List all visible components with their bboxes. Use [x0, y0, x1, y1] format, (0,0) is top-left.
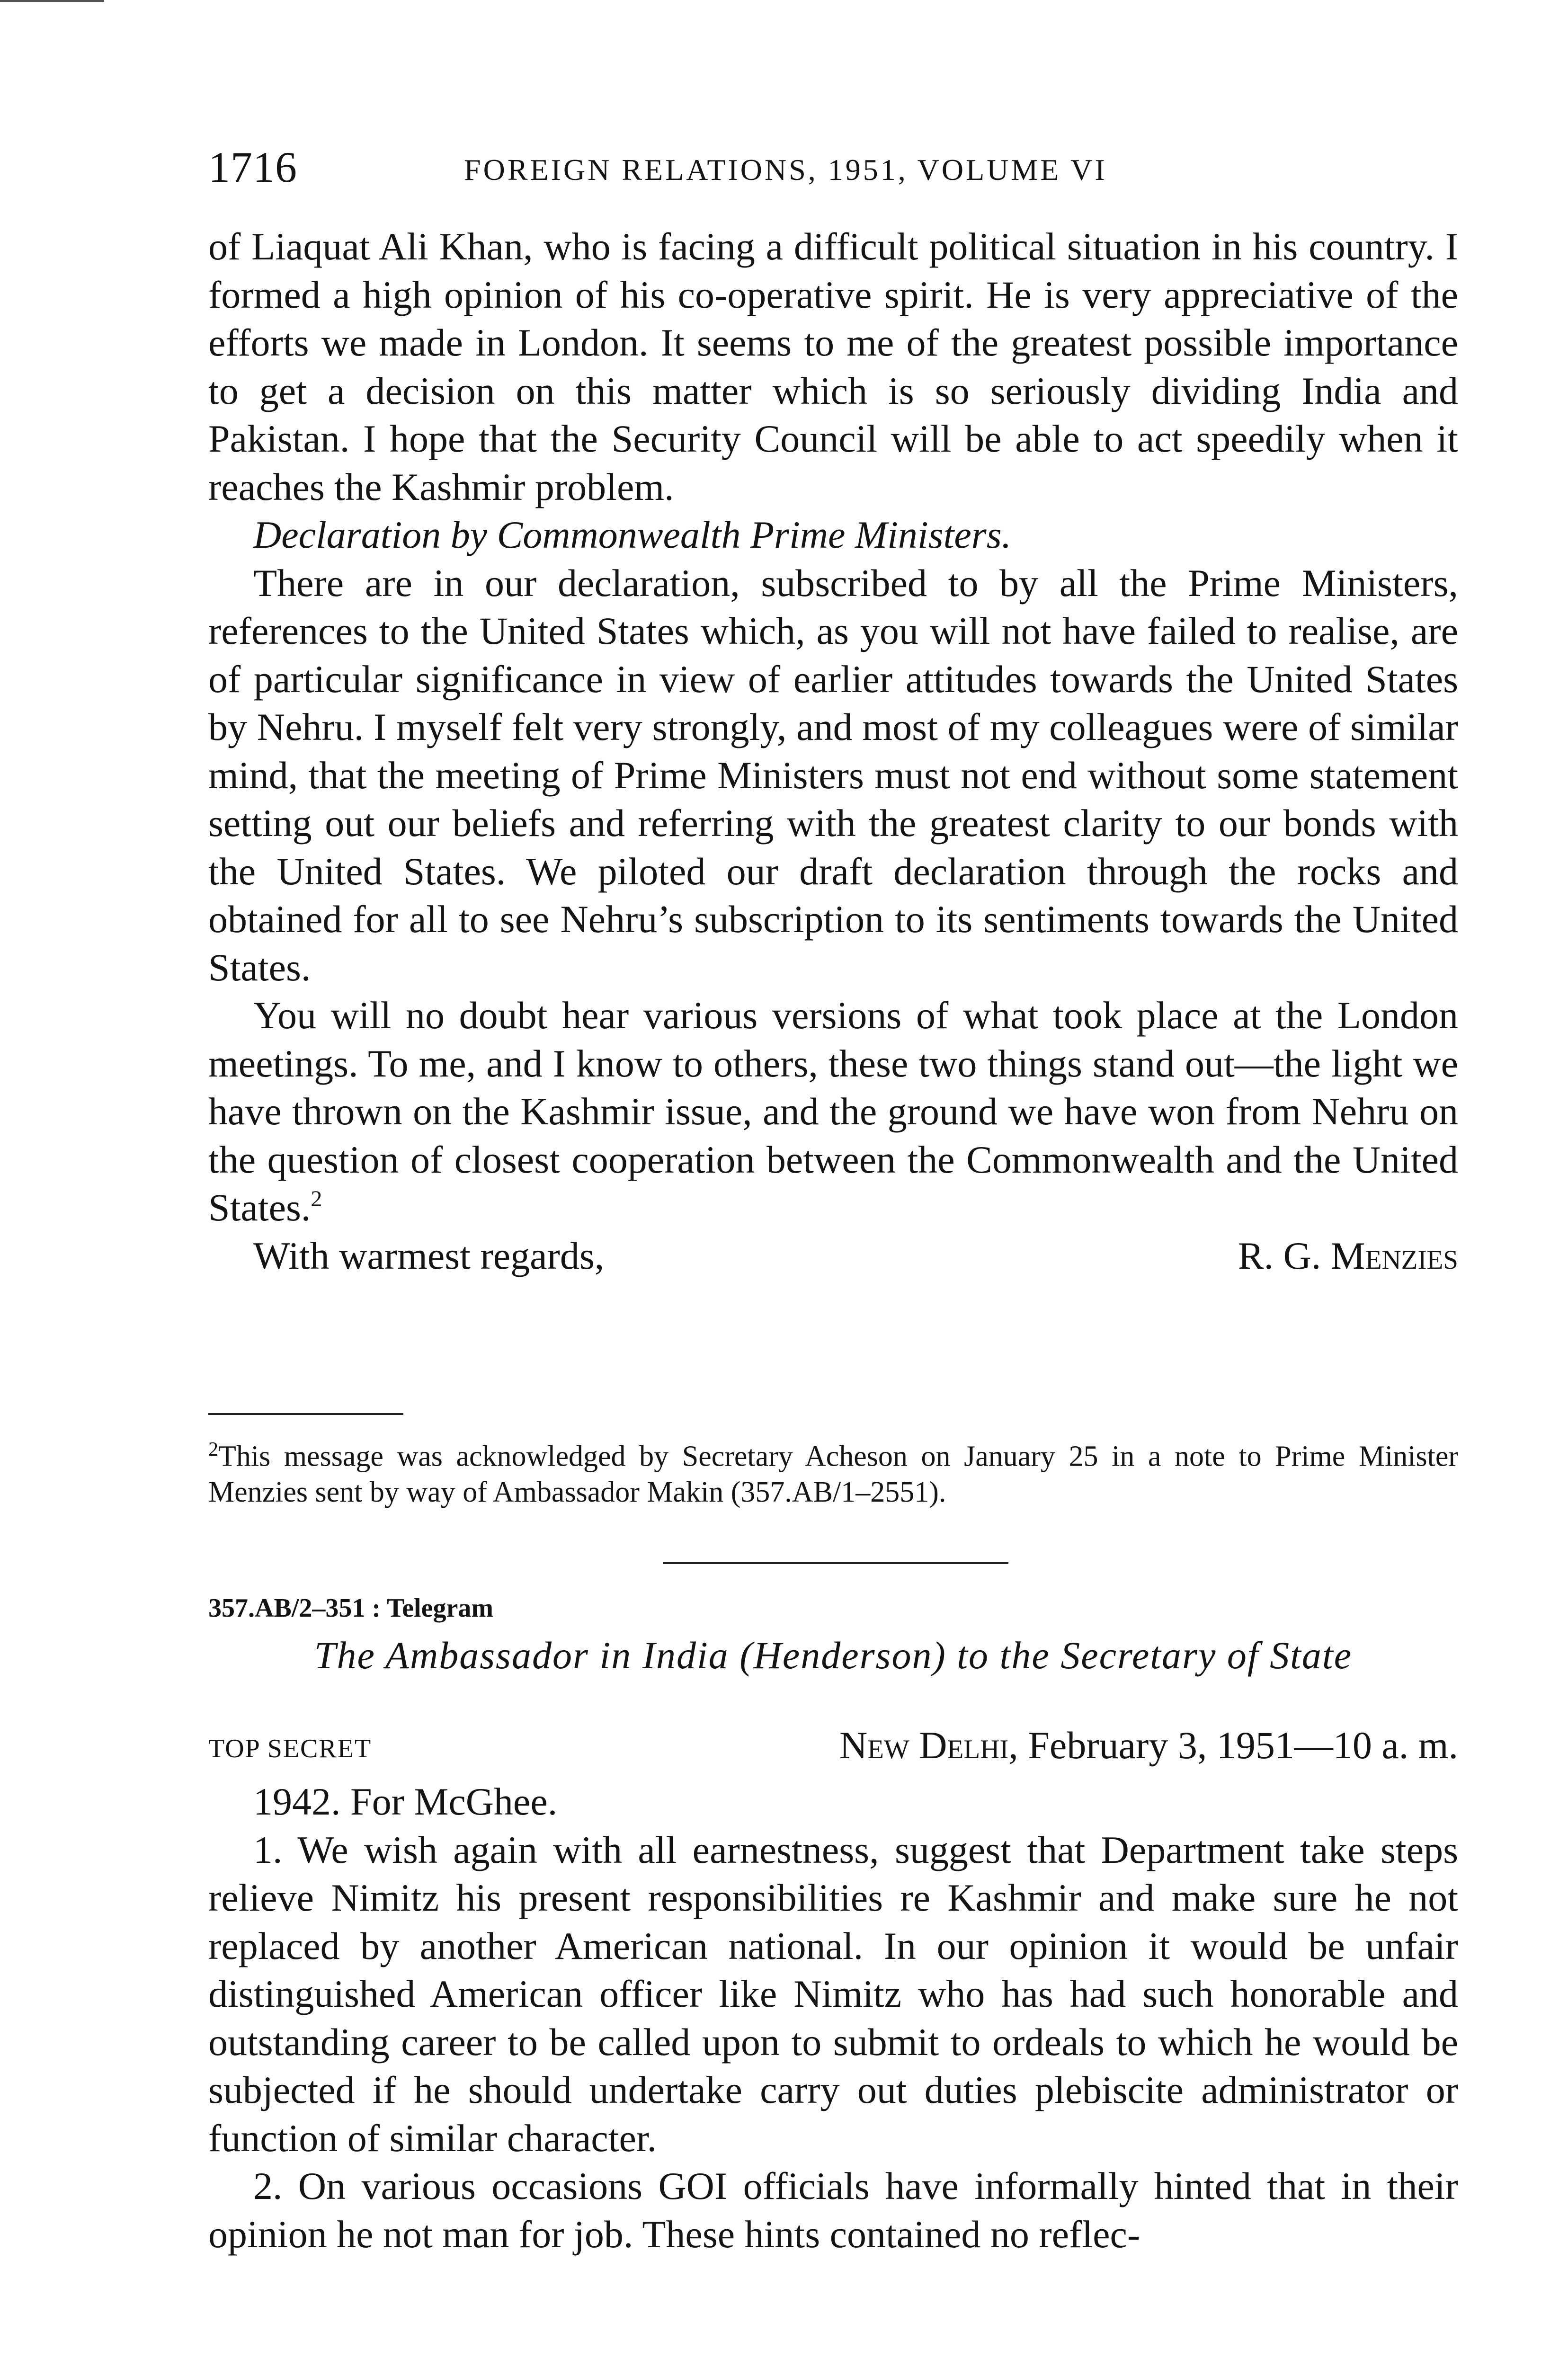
footnote-rule: [208, 1413, 403, 1415]
footnote-reference: 2: [311, 1186, 322, 1211]
closing-text: With warmest regards,: [253, 1234, 605, 1277]
scan-edge-line: [0, 0, 104, 2]
letter-paragraph-continued: of Liaquat Ali Khan, who is facing a difficult political situation in his country. I formed a high opinion of his co-operative spirit. He is very appreciative of the efforts we made in London. It seems to me of the greatest possible importance to get a decision on this matter which is so seriously dividing India and Pakistan. I hope that the Security Council will be able to act speedily when it reaches the Kashmir problem.: [208, 225, 1458, 508]
document-separator: [663, 1562, 1008, 1564]
dateline: [208, 1723, 1458, 1771]
place-and-date: [839, 1723, 1458, 1768]
telegram-paragraph-1: 1. We wish again with all earnestness, suggest that Department take steps relieve Nimitz his present responsibilities re Kashmir and make sure he not replaced by another American national. In our opinion it would be unfair distinguished American officer like Nimitz who has had such honorable and outstanding career to be called upon to submit to ordeals to which he would be subjected if he should undertake carry out duties plebiscite administrator or function of similar character.: [208, 1828, 1458, 2160]
date: February 3, 1951—10 a. m.: [1028, 1724, 1458, 1767]
letter-body: [208, 222, 1458, 1280]
telegram-paragraph-2: 2. On various occasions GOI officials have informally hinted that in their opinion he not man for job. These hints contained no reflec-: [208, 2164, 1458, 2256]
place: New Delhi,: [839, 1724, 1018, 1767]
footnote-marker: 2: [208, 1439, 218, 1460]
file-number: 357.AB/2–351 : Telegram: [208, 1593, 493, 1623]
letter-paragraph-meetings: [208, 991, 1458, 1232]
meetings-text: You will no doubt hear various versions of what took place at the London meetings. To me, and I know to others, these two things stand out—the light we have thrown on the Kashmir issue, and the ground we have won from Nehru on the question of closest cooperation between the Commonwealth and the United States.: [208, 994, 1458, 1229]
page-header: [208, 142, 1458, 194]
signature: R. G. Menzies: [1238, 1234, 1458, 1277]
signoff-line: [208, 1232, 1458, 1280]
page-number: 1716: [208, 143, 297, 191]
telegram-body: [208, 1778, 1458, 2258]
letter-paragraph-declaration: There are in our declaration, subscribed to by all the Prime Ministers, references to the United States which, as you will not have failed to realise, are of particular significance in view of earlier attitudes towards the United States by Nehru. I myself felt very strongly, and most of my colleagues were of similar mind, that the meeting of Prime Ministers must not end without some statement setting out our beliefs and referring with the greatest clarity to our bonds with the United States. We piloted our draft declaration through the rocks and obtained for all to see Nehru’s subscription to its sentiments towards the United States.: [208, 561, 1458, 989]
section-heading: Declaration by Commonwealth Prime Ministers.: [253, 513, 1012, 556]
footnote: [208, 1432, 1458, 1510]
telegram-number: 1942. For McGhee.: [253, 1780, 558, 1823]
document-title: The Ambassador in India (Henderson) to the Secretary of State: [314, 1634, 1353, 1677]
classification: TOP SECRET: [208, 1734, 372, 1763]
footnote-text: This message was acknowledged by Secretary Acheson on January 25 in a note to Prime Minister Menzies sent by way of Ambassador Makin (357.AB/1–2551).: [208, 1440, 1458, 1508]
running-head: FOREIGN RELATIONS, 1951, VOLUME VI: [464, 153, 1107, 187]
